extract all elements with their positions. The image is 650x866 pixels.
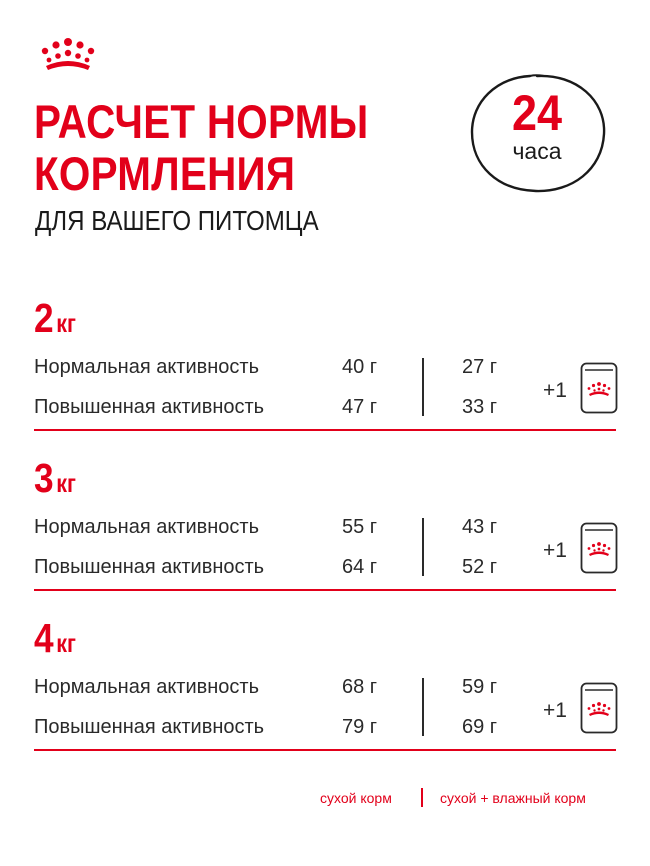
section-rule — [34, 749, 616, 751]
badge-value: 24 — [511, 85, 563, 141]
weight-section-2kg — [0, 296, 650, 436]
daily-badge — [464, 70, 610, 196]
weight-value: 3 — [34, 455, 54, 501]
column-divider — [422, 358, 424, 416]
column-divider — [422, 518, 424, 576]
weight-value: 4 — [34, 615, 54, 661]
mixed-food-amount: 43 г — [462, 516, 498, 538]
pouch-count: +1 — [543, 379, 567, 402]
mixed-food-amount: 69 г — [462, 716, 498, 738]
legend-dry-food: сухой корм — [320, 790, 392, 806]
section-rule — [34, 429, 616, 431]
mixed-food-amount: 52 г — [462, 556, 498, 578]
dry-food-amount: 55 г — [342, 516, 378, 538]
legend-mixed-food: сухой + влажный корм — [440, 790, 586, 806]
badge-unit: часа — [512, 138, 562, 164]
weight-heading — [34, 456, 76, 510]
weight-value: 2 — [34, 295, 54, 341]
dry-food-amount: 40 г — [342, 356, 378, 378]
weight-heading — [34, 616, 76, 670]
weight-heading — [34, 296, 76, 350]
pouch-count: +1 — [543, 699, 567, 722]
activity-label: Нормальная активность — [34, 356, 260, 378]
title-line-1: РАСЧЕТ НОРМЫ — [34, 95, 369, 148]
royal-crown-logo-icon — [36, 36, 100, 78]
mixed-food-amount: 33 г — [462, 396, 498, 418]
wet-food-pouch-icon — [580, 362, 618, 414]
wet-food-pouch-icon — [580, 522, 618, 574]
activity-label: Повышенная активность — [34, 556, 265, 578]
weight-section-4kg — [0, 616, 650, 756]
weight-unit: кг — [56, 310, 76, 338]
wet-food-pouch-icon — [580, 682, 618, 734]
dry-food-amount: 64 г — [342, 556, 378, 578]
title-line-2: КОРМЛЕНИЯ — [34, 147, 296, 200]
activity-label: Повышенная активность — [34, 396, 265, 418]
page-subtitle: ДЛЯ ВАШЕГО ПИТОМЦА — [35, 205, 319, 236]
dry-food-amount: 79 г — [342, 716, 378, 738]
weight-section-3kg — [0, 456, 650, 596]
section-rule — [34, 589, 616, 591]
mixed-food-amount: 27 г — [462, 356, 498, 378]
activity-label: Нормальная активность — [34, 676, 260, 698]
legend-divider — [421, 788, 423, 807]
activity-label: Повышенная активность — [34, 716, 265, 738]
mixed-food-amount: 59 г — [462, 676, 498, 698]
pouch-count: +1 — [543, 539, 567, 562]
weight-unit: кг — [56, 630, 76, 658]
activity-label: Нормальная активность — [34, 516, 260, 538]
weight-unit: кг — [56, 470, 76, 498]
page-title — [34, 96, 368, 200]
column-divider — [422, 678, 424, 736]
dry-food-amount: 68 г — [342, 676, 378, 698]
dry-food-amount: 47 г — [342, 396, 378, 418]
